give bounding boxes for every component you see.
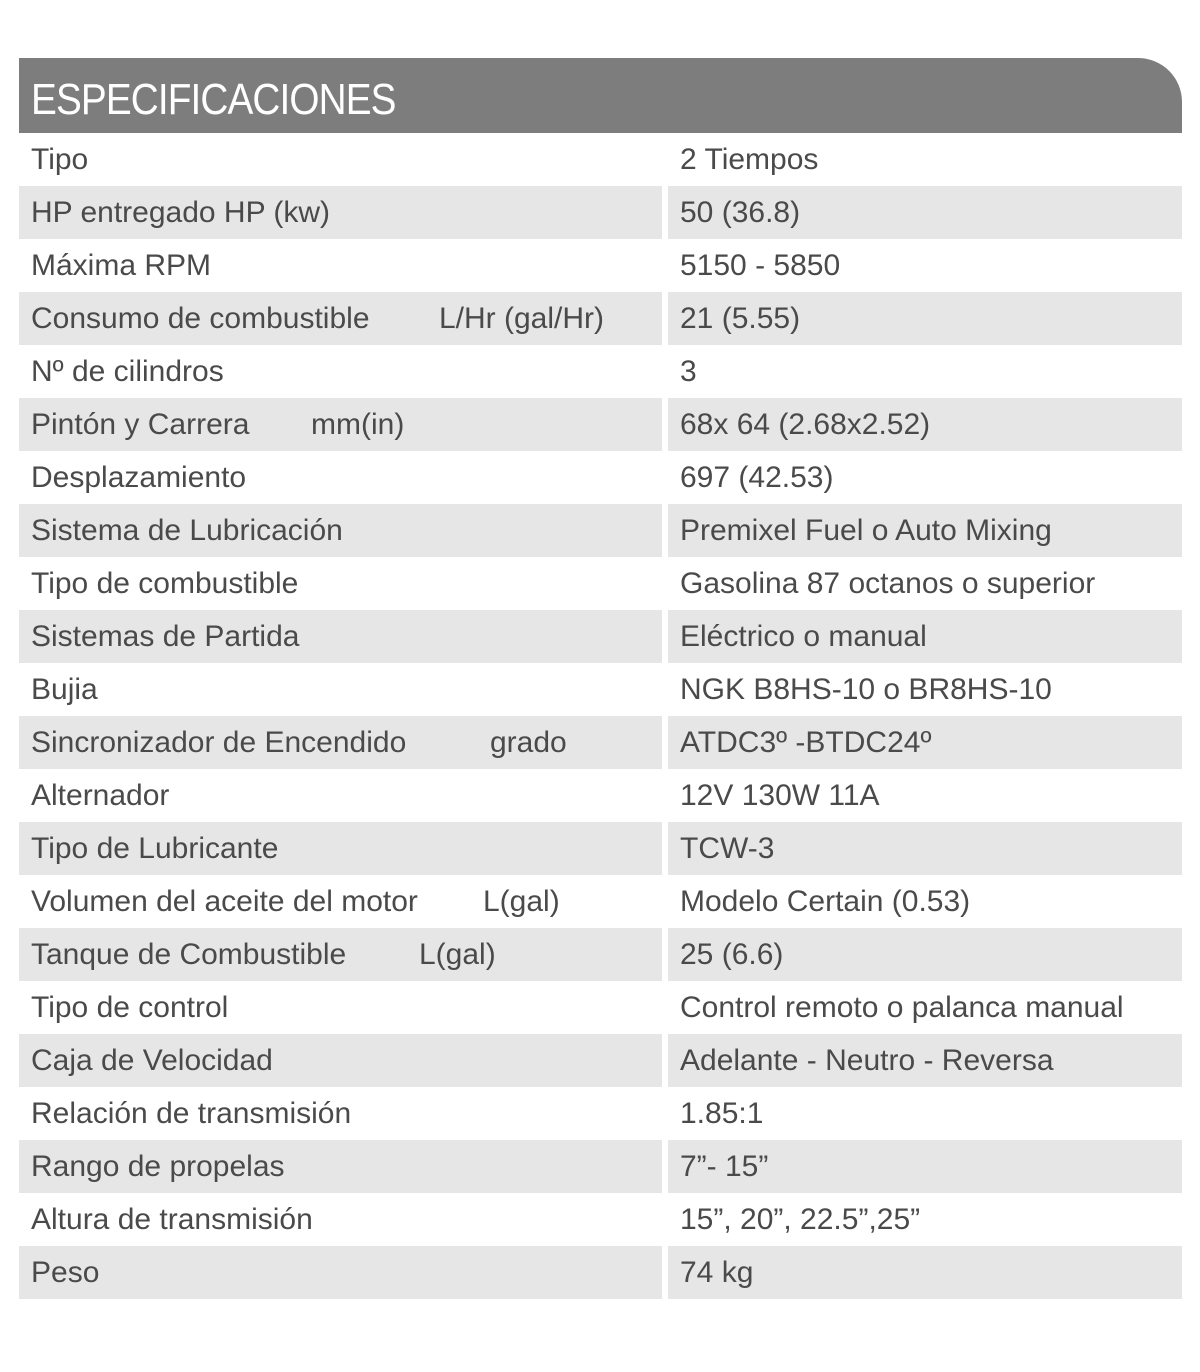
spec-value: Control remoto o palanca manual bbox=[680, 990, 1124, 1024]
spec-value: ATDC3º -BTDC24º bbox=[680, 725, 932, 759]
spec-value: NGK B8HS-10 o BR8HS-10 bbox=[680, 672, 1052, 706]
spec-value: 68x 64 (2.68x2.52) bbox=[680, 407, 931, 441]
column-divider bbox=[662, 186, 668, 239]
spec-label: Sistemas de Partida bbox=[31, 619, 300, 653]
spec-value: Gasolina 87 octanos o superior bbox=[680, 566, 1096, 600]
spec-row bbox=[19, 133, 1182, 186]
spec-value: 15”, 20”, 22.5”,25” bbox=[680, 1202, 921, 1236]
spec-row bbox=[19, 1140, 1182, 1193]
spec-value: 5150 - 5850 bbox=[680, 248, 841, 282]
column-divider bbox=[662, 1034, 668, 1087]
spec-unit: grado bbox=[490, 725, 567, 759]
spec-unit: mm(in) bbox=[311, 407, 405, 441]
spec-table bbox=[19, 133, 1182, 1299]
spec-label: Alternador bbox=[31, 778, 170, 812]
spec-label: Máxima RPM bbox=[31, 248, 212, 282]
spec-label: Caja de Velocidad bbox=[31, 1043, 273, 1077]
spec-label: Tipo de combustible bbox=[31, 566, 299, 600]
spec-row bbox=[19, 239, 1182, 292]
spec-label: Desplazamiento bbox=[31, 460, 247, 494]
spec-row bbox=[19, 610, 1182, 663]
spec-row bbox=[19, 1246, 1182, 1299]
spec-value: 25 (6.6) bbox=[680, 937, 784, 971]
column-divider bbox=[662, 504, 668, 557]
column-divider bbox=[662, 1140, 668, 1193]
spec-row bbox=[19, 928, 1182, 981]
spec-row bbox=[19, 1087, 1182, 1140]
spec-label: HP entregado HP (kw) bbox=[31, 195, 331, 229]
spec-value: 2 Tiempos bbox=[680, 142, 819, 176]
spec-row bbox=[19, 716, 1182, 769]
spec-value: Eléctrico o manual bbox=[680, 619, 927, 653]
column-divider bbox=[662, 292, 668, 345]
spec-sheet bbox=[19, 58, 1182, 1299]
spec-label: Tipo de control bbox=[31, 990, 229, 1024]
spec-row bbox=[19, 981, 1182, 1034]
spec-row bbox=[19, 292, 1182, 345]
spec-row bbox=[19, 875, 1182, 928]
spec-row bbox=[19, 822, 1182, 875]
spec-row bbox=[19, 504, 1182, 557]
column-divider bbox=[662, 822, 668, 875]
spec-value: TCW-3 bbox=[680, 831, 775, 865]
column-divider bbox=[662, 928, 668, 981]
column-divider bbox=[662, 1246, 668, 1299]
spec-label: Volumen del aceite del motor bbox=[31, 884, 418, 918]
column-divider bbox=[662, 610, 668, 663]
spec-label: Tanque de Combustible bbox=[31, 937, 347, 971]
spec-row bbox=[19, 1034, 1182, 1087]
spec-value: 74 kg bbox=[680, 1255, 754, 1289]
spec-value: Modelo Certain (0.53) bbox=[680, 884, 971, 918]
spec-unit: L(gal) bbox=[419, 937, 496, 971]
spec-unit: L(gal) bbox=[483, 884, 560, 918]
spec-row bbox=[19, 451, 1182, 504]
spec-row bbox=[19, 345, 1182, 398]
spec-label: Relación de transmisión bbox=[31, 1096, 352, 1130]
spec-label: Sincronizador de Encendido bbox=[31, 725, 407, 759]
spec-row bbox=[19, 557, 1182, 610]
spec-label: Sistema de Lubricación bbox=[31, 513, 343, 547]
spec-label: Peso bbox=[31, 1255, 100, 1289]
spec-value: Premixel Fuel o Auto Mixing bbox=[680, 513, 1052, 547]
spec-label: Tipo bbox=[31, 142, 89, 176]
spec-row bbox=[19, 398, 1182, 451]
spec-label: Rango de propelas bbox=[31, 1149, 285, 1183]
spec-label: Altura de transmisión bbox=[31, 1202, 313, 1236]
spec-row bbox=[19, 186, 1182, 239]
spec-label: Tipo de Lubricante bbox=[31, 831, 279, 865]
column-divider bbox=[662, 398, 668, 451]
spec-value: 7”- 15” bbox=[680, 1149, 769, 1183]
spec-row bbox=[19, 769, 1182, 822]
spec-value: 697 (42.53) bbox=[680, 460, 834, 494]
spec-label: Consumo de combustible bbox=[31, 301, 370, 335]
spec-label: Nº de cilindros bbox=[31, 354, 224, 388]
spec-value: 21 (5.55) bbox=[680, 301, 801, 335]
spec-value: Adelante - Neutro - Reversa bbox=[680, 1043, 1054, 1077]
spec-value: 12V 130W 11A bbox=[680, 778, 880, 812]
spec-label: Bujia bbox=[31, 672, 98, 706]
spec-value: 50 (36.8) bbox=[680, 195, 801, 229]
spec-row bbox=[19, 663, 1182, 716]
spec-label: Pintón y Carrera bbox=[31, 407, 250, 441]
spec-title: ESPECIFICACIONES bbox=[31, 74, 396, 124]
column-divider bbox=[662, 716, 668, 769]
spec-value: 3 bbox=[680, 354, 697, 388]
spec-row bbox=[19, 1193, 1182, 1246]
spec-unit: L/Hr (gal/Hr) bbox=[439, 301, 605, 335]
spec-value: 1.85:1 bbox=[680, 1096, 764, 1130]
spec-header-bar bbox=[19, 58, 1182, 133]
